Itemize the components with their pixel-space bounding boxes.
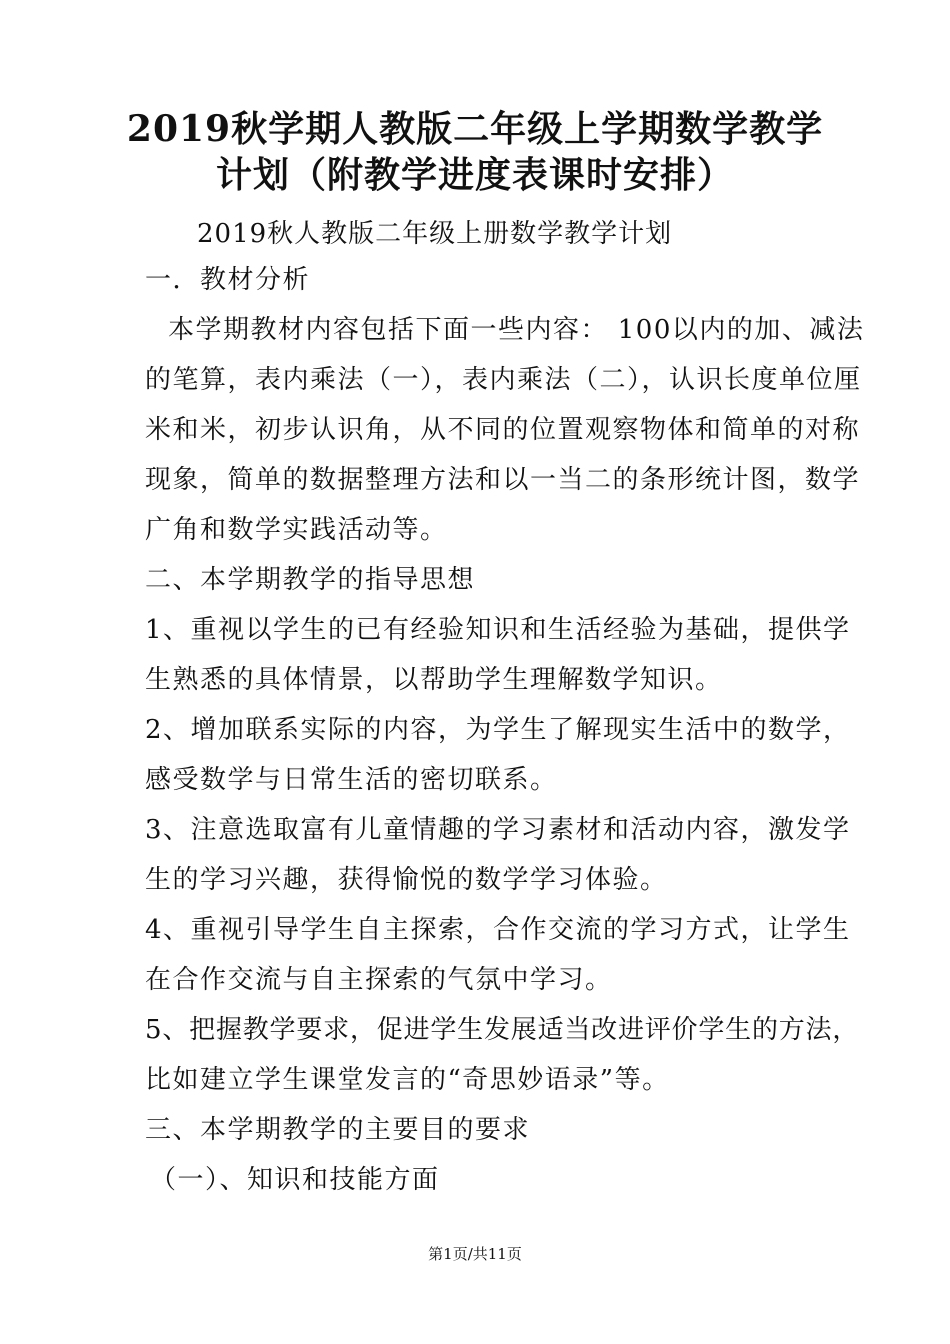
list-item-line: 4、重视引导学生自主探索，合作交流的学习方式，让学生 bbox=[145, 915, 851, 945]
list-item-line: 生的学习兴趣，获得愉悦的数学学习体验。 bbox=[145, 865, 668, 895]
document-subtitle: 2019秋人教版二年级上册数学教学计划 bbox=[197, 219, 673, 249]
paragraph-line: 广角和数学实践活动等。 bbox=[145, 515, 448, 545]
list-item-line: 5、把握教学要求，促进学生发展适当改进评价学生的方法， bbox=[145, 1015, 860, 1045]
list-item-line: 3、注意选取富有儿童情趣的学习素材和活动内容，激发学 bbox=[145, 815, 851, 845]
list-item-line: 生熟悉的具体情景，以帮助学生理解数学知识。 bbox=[145, 665, 723, 695]
list-item-line: 2、增加联系实际的内容，为学生了解现实生活中的数学， bbox=[145, 715, 851, 745]
list-item-line: 1、重视以学生的已有经验知识和生活经验为基础，提供学 bbox=[145, 615, 851, 645]
section-heading-2: 二、本学期教学的指导思想 bbox=[145, 565, 476, 595]
list-item-line: 感受数学与日常生活的密切联系。 bbox=[145, 765, 558, 795]
list-item-line: 比如建立学生课堂发言的“奇思妙语录”等。 bbox=[145, 1065, 670, 1095]
page-footer: 第1页/共11页 bbox=[428, 1245, 522, 1263]
paragraph-line: 的笔算，表内乘法（一），表内乘法（二），认识长度单位厘 bbox=[145, 365, 862, 395]
document-title-line-2: 计划（附教学进度表课时安排） bbox=[215, 154, 734, 196]
list-item-line: 在合作交流与自主探索的气氛中学习。 bbox=[145, 965, 613, 995]
paragraph-line: 米和米，初步认识角，从不同的位置观察物体和简单的对称 bbox=[145, 415, 861, 445]
section-heading-3: 三、本学期教学的主要目的要求 bbox=[145, 1115, 531, 1145]
subsection-heading: （一）、知识和技能方面 bbox=[150, 1165, 440, 1195]
section-heading-1: 一．教材分析 bbox=[145, 265, 311, 295]
paragraph-line: 本学期教材内容包括下面一些内容： 100以内的加、减法 bbox=[168, 315, 865, 345]
paragraph-line: 现象，简单的数据整理方法和以一当二的条形统计图，数学 bbox=[145, 465, 861, 495]
document-title-line-1: 2019秋学期人教版二年级上学期数学教学 bbox=[126, 108, 824, 150]
